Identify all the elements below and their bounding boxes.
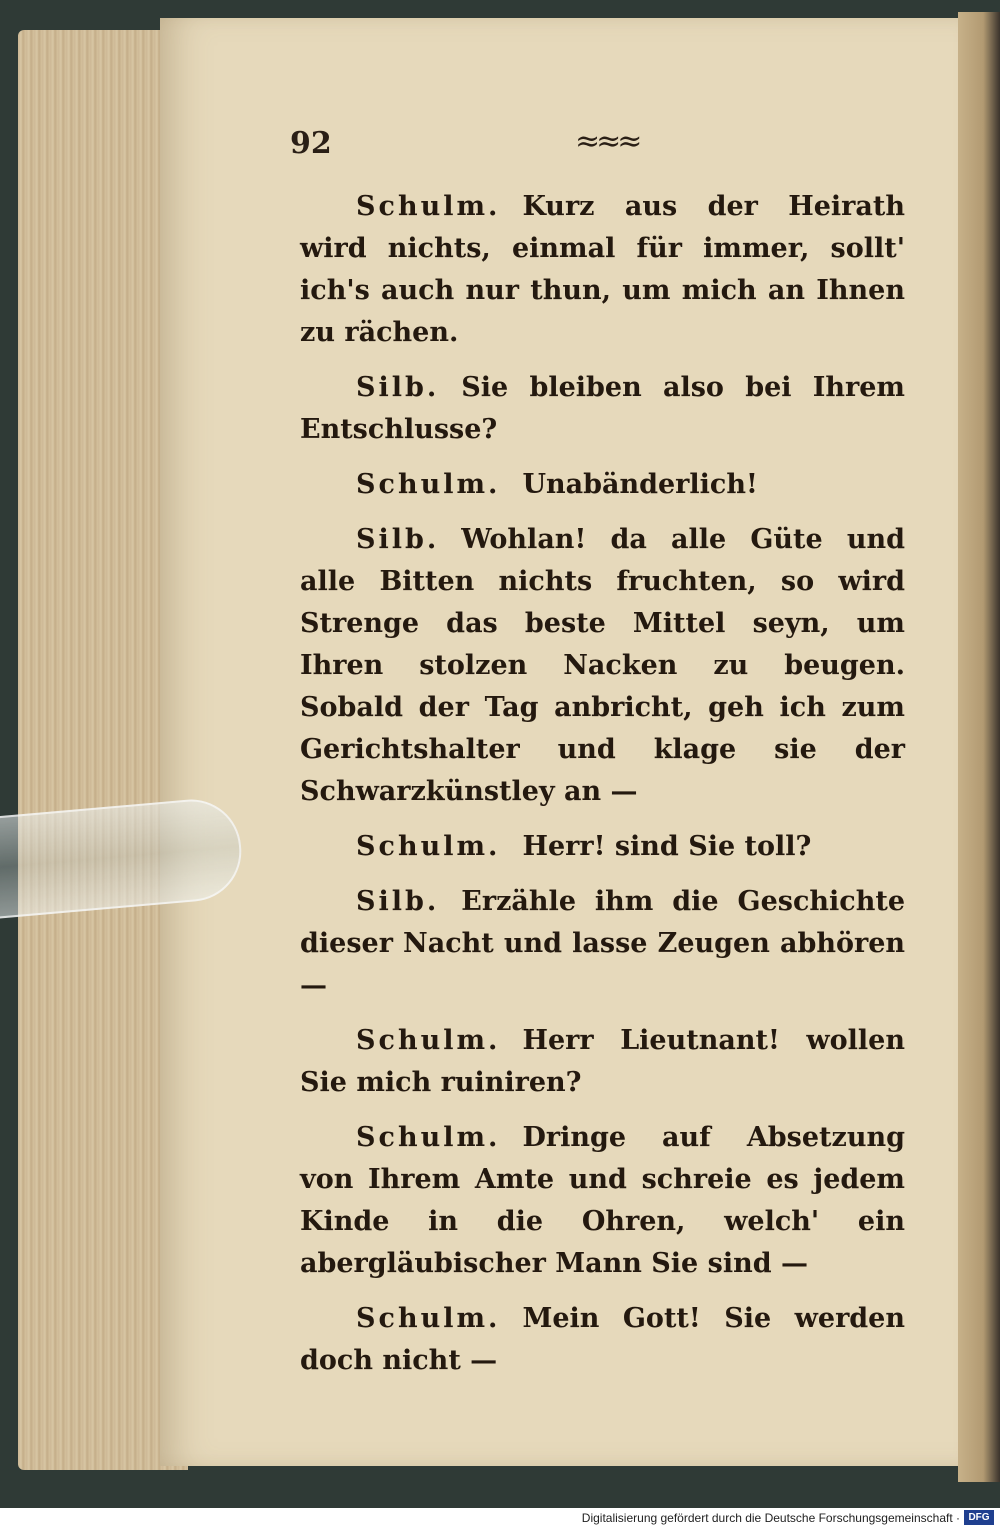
- dialogue-line: Dringe auf Absetzung von Ihrem Amte und schreie es jedem Kinde in die Ohren, welch' ein abergläubischer Mann Sie sind —: [300, 1122, 905, 1279]
- dialogue-paragraph: [300, 186, 905, 354]
- speaker-label: Schulm.: [356, 469, 501, 500]
- dialogue-paragraph: [300, 881, 905, 1007]
- speaker-label: Schulm.: [356, 1025, 501, 1056]
- dialogue-line: Unabänderlich!: [522, 469, 758, 500]
- dialogue-paragraph: [300, 367, 905, 451]
- speaker-label: Schulm.: [356, 831, 501, 862]
- dialogue-paragraph: [300, 464, 905, 506]
- speaker-label: Schulm.: [356, 1122, 501, 1153]
- dialogue-line: Mein Gott! Sie werden doch nicht —: [300, 1303, 905, 1376]
- dialogue-paragraph: [300, 1298, 905, 1382]
- dialogue-paragraph: [300, 1020, 905, 1104]
- dialogue-paragraph: [300, 519, 905, 813]
- dialogue-line: Herr! sind Sie toll?: [522, 831, 812, 862]
- right-page-edge: [958, 12, 1000, 1482]
- dialogue-paragraph: [300, 826, 905, 868]
- dialogue-line: Sie bleiben also bei Ihrem Entschlusse?: [300, 372, 905, 445]
- dialogue-text: [300, 186, 905, 1395]
- dialogue-line: Herr Lieutnant! wollen Sie mich ruiniren?: [300, 1025, 905, 1098]
- speaker-label: Schulm.: [356, 191, 501, 222]
- speaker-label: Silb.: [356, 886, 440, 917]
- dialogue-line: Wohlan! da alle Güte und alle Bitten nichts fruchten, so wird Strenge das beste Mittel seyn, um Ihren stolzen Nacken zu beugen. Sobald der Tag anbricht, geh ich zum Gerichtshalter und klage sie der Schwarzkünstley an —: [300, 524, 905, 807]
- funding-credit: Digitalisierung gefördert durch die Deutsche Forschungsgemeinschaft ·: [581, 1511, 960, 1525]
- dfg-logo-icon: DFG: [964, 1510, 994, 1525]
- dialogue-line: Kurz aus der Heirath wird nichts, einmal für immer, sollt' ich's auch nur thun, um mich an Ihnen zu rächen.: [300, 191, 905, 348]
- dialogue-paragraph: [300, 1117, 905, 1285]
- dialogue-line: Erzähle ihm die Geschichte dieser Nacht und lasse Zeugen abhören —: [300, 886, 905, 1001]
- speaker-label: Schulm.: [356, 1303, 501, 1334]
- page-number: 92: [290, 126, 332, 161]
- header-ornament: ≈≈≈: [575, 124, 639, 159]
- speaker-label: Silb.: [356, 524, 440, 555]
- speaker-label: Silb.: [356, 372, 440, 403]
